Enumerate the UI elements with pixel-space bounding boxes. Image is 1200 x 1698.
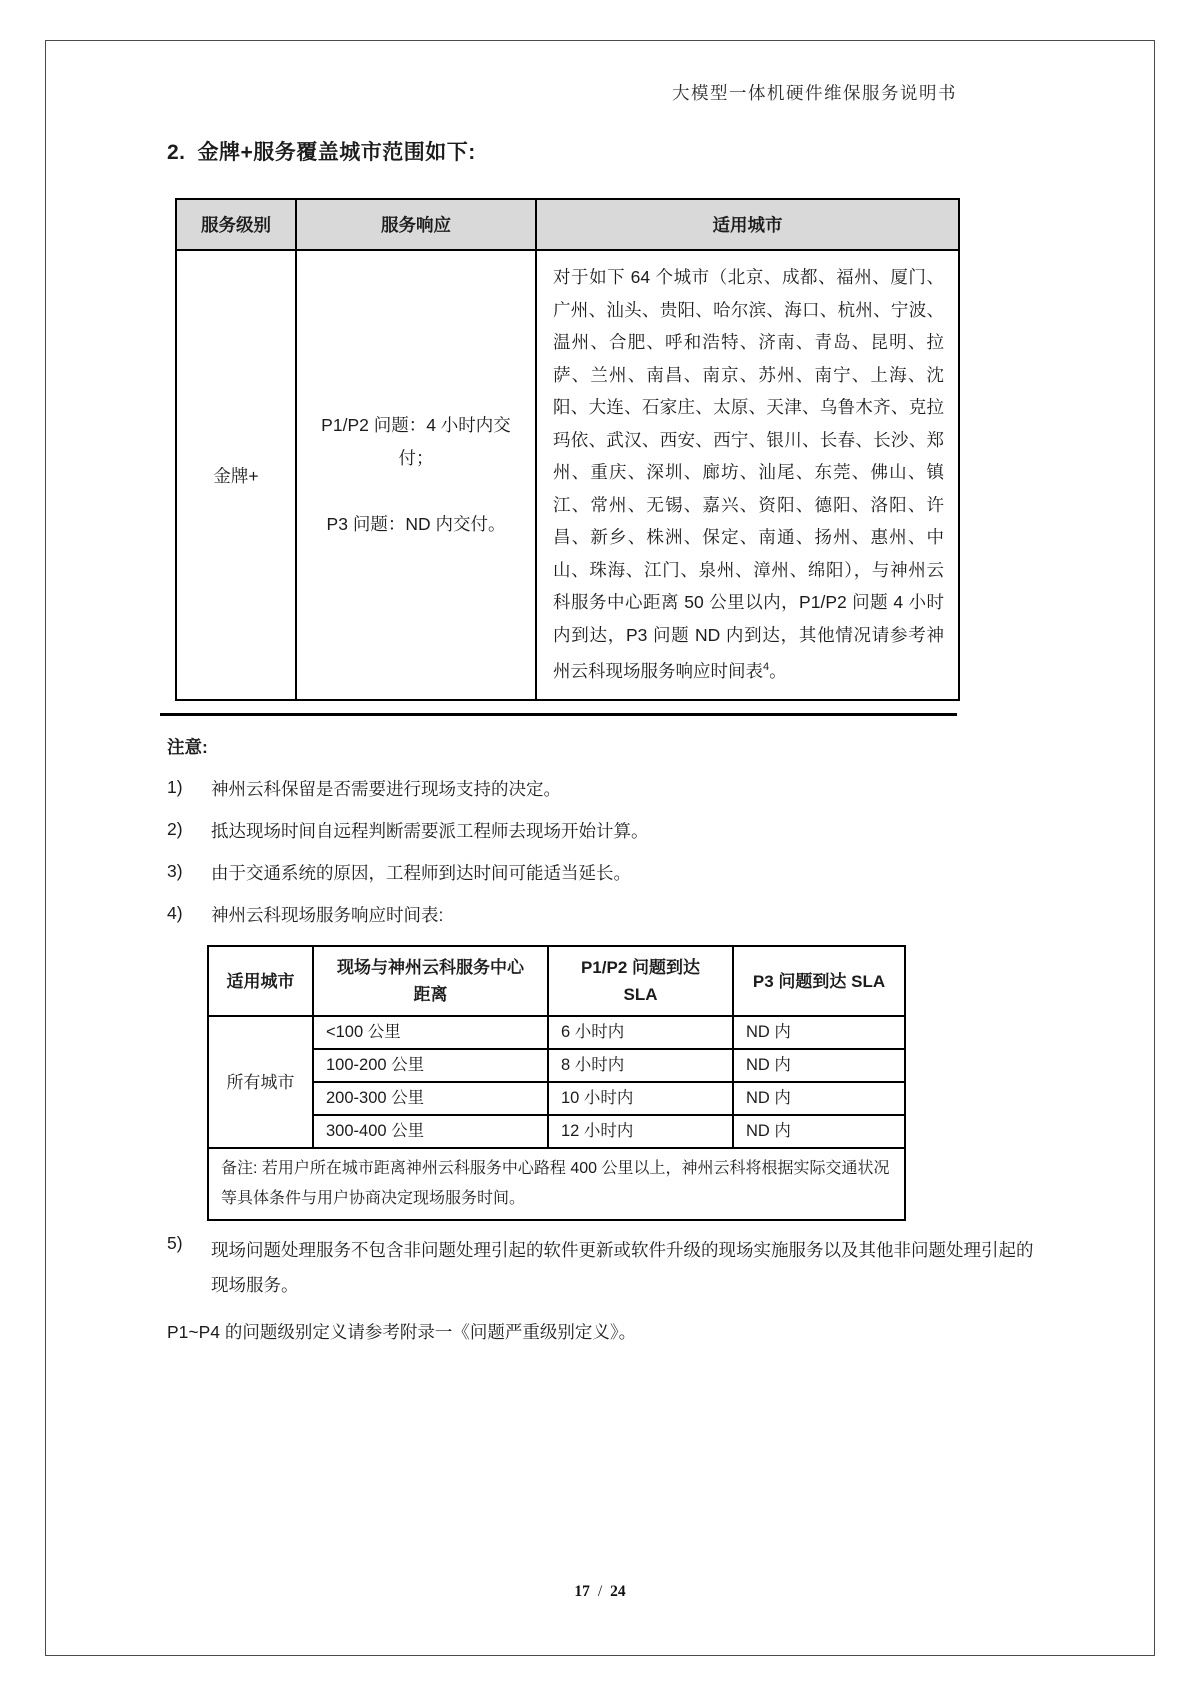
response-table-remark-row (208, 1148, 905, 1220)
p12-sla-cell: 8 小时内 (548, 1049, 733, 1082)
response-col-city: 适用城市 (208, 946, 313, 1016)
distance-cell: 300-400 公里 (313, 1115, 548, 1148)
footnote-marker: 4 (763, 661, 770, 673)
note-item-2 (167, 819, 1035, 844)
page-number-separator: / (597, 1583, 603, 1600)
note-text: 由于交通系统的原因，工程师到达时间可能适当延长。 (211, 863, 631, 884)
note-text: 神州云科保留是否需要进行现场支持的决定。 (211, 779, 561, 800)
section-title (167, 136, 1035, 166)
response-col-distance (313, 946, 548, 1016)
distance-cell: 100-200 公里 (313, 1049, 548, 1082)
response-table-row (208, 1016, 905, 1049)
notes-label: 注意: (167, 737, 208, 758)
page-content (167, 128, 1035, 1345)
note-number: 5) (167, 1233, 183, 1254)
note-text: 抵达现场时间自远程判断需要派工程师去现场开始计算。 (211, 821, 649, 842)
appendix-reference-note: P1~P4 的问题级别定义请参考附录一《问题严重级别定义》。 (167, 1322, 637, 1343)
note-number: 1) (167, 777, 183, 798)
coverage-table-header-row (176, 199, 959, 250)
page-footer (0, 1583, 1200, 1601)
p3-sla-cell: ND 内 (733, 1115, 905, 1148)
coverage-col-cities: 适用城市 (536, 199, 959, 250)
response-table-row (208, 1115, 905, 1148)
remark-cell: 备注: 若用户所在城市距离神州云科服务中心路程 400 公里以上，神州云科将根据实际交通状况等具体条件与用户协商决定现场服务时间。 (208, 1148, 905, 1220)
section-title-text: 金牌+服务覆盖城市范围如下: (197, 141, 476, 164)
response-col-p12-sla (548, 946, 733, 1016)
applicable-cities-cell (536, 250, 959, 700)
page-number-total: 24 (610, 1583, 626, 1600)
note-number: 3) (167, 861, 183, 882)
coverage-table (175, 198, 960, 701)
cities-text: 对于如下 64 个城市（北京、成都、福州、厦门、广州、汕头、贵阳、哈尔滨、海口、杭州、宁波、温州、合肥、呼和浩特、济南、青岛、昆明、拉萨、兰州、南昌、南京、苏州、南宁、上海、沈阳、大连、石家庄、太原、天津、乌鲁木齐、克拉玛依、武汉、西安、西宁、银川、长春、长沙、郑州、重庆、深圳、廊坊、汕尾、东莞、佛山、镇江、常州、无锡、嘉兴、资阳、德阳、洛阳、许昌、新乡、株洲、保定、南通、扬州、惠州、中山、珠海、江门、泉州、漳州、绵阳），与神州云科服务中心距离 50 公里以内，P1/P2 问题 4 小时内到达，P3 问题 ND 内到达，其他情况请参考神州云科现场服务响应时间表 (553, 267, 944, 681)
p12-sla-cell: 12 小时内 (548, 1115, 733, 1148)
note-item-4 (167, 903, 1035, 928)
response-table-row (208, 1049, 905, 1082)
note-text: 神州云科现场服务响应时间表: (211, 905, 444, 926)
cities-text-tail: 。 (769, 660, 787, 681)
note-number: 4) (167, 903, 183, 924)
note-number: 2) (167, 819, 183, 840)
service-response-cell (296, 250, 536, 700)
response-table-row (208, 1082, 905, 1115)
p3-sla-cell: ND 内 (733, 1016, 905, 1049)
coverage-col-service-response: 服务响应 (296, 199, 536, 250)
service-level-cell: 金牌+ (176, 250, 296, 700)
coverage-table-row (176, 250, 959, 700)
response-p12-text: P1/P2 问题：4 小时内交付； (321, 415, 511, 469)
page-number-current: 17 (574, 1583, 590, 1600)
response-p3-text: P3 问题：ND 内交付。 (326, 514, 506, 535)
note-item-3 (167, 861, 1035, 886)
response-col-distance-text: 现场与神州云科服务中心距离 (337, 958, 524, 1005)
distance-cell: 200-300 公里 (313, 1082, 548, 1115)
coverage-col-service-level: 服务级别 (176, 199, 296, 250)
section-number: 2. (167, 141, 186, 164)
response-col-p12-sla-text: P1/P2 问题到达 SLA (580, 958, 701, 1005)
response-col-p3-sla: P3 问题到达 SLA (733, 946, 905, 1016)
city-scope-cell: 所有城市 (208, 1016, 313, 1148)
p12-sla-cell: 10 小时内 (548, 1082, 733, 1115)
response-time-table (207, 945, 906, 1221)
document-header-title: 大模型一体机硬件维保服务说明书 (672, 83, 957, 103)
note-text: 现场问题处理服务不包含非问题处理引起的软件更新或软件升级的现场实施服务以及其他非问题处理引起的现场服务。 (211, 1240, 1034, 1296)
section-divider (160, 713, 957, 716)
p12-sla-cell: 6 小时内 (548, 1016, 733, 1049)
response-table-header-row (208, 946, 905, 1016)
distance-cell: <100 公里 (313, 1016, 548, 1049)
note-item-1 (167, 777, 1035, 802)
p3-sla-cell: ND 内 (733, 1049, 905, 1082)
p3-sla-cell: ND 内 (733, 1082, 905, 1115)
note-item-5 (167, 1233, 1035, 1303)
